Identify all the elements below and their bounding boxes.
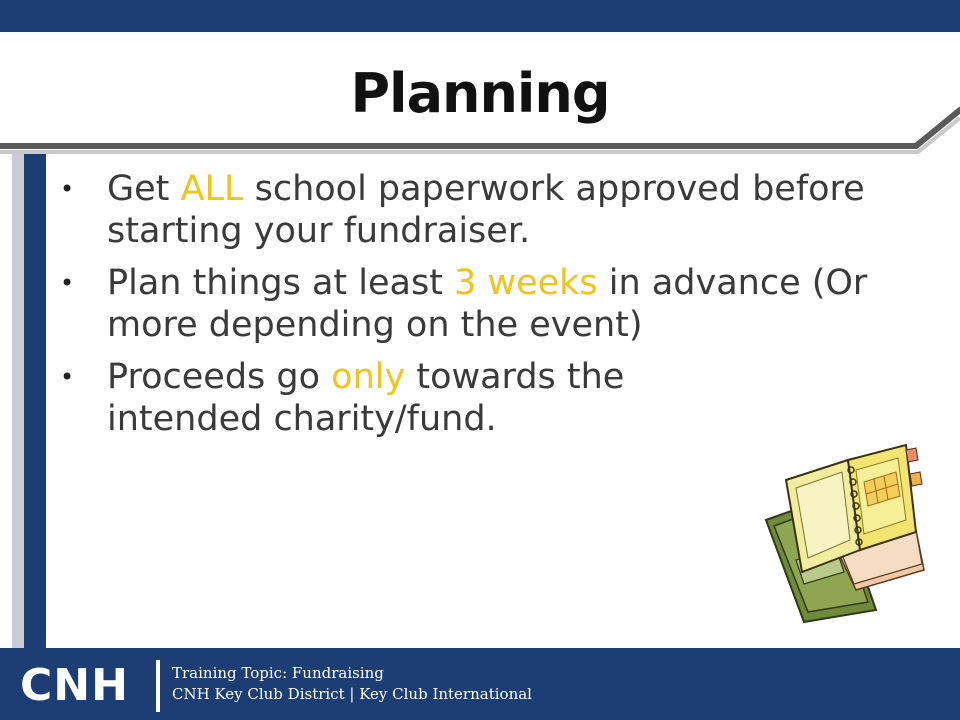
highlighted-text: ALL <box>180 169 244 209</box>
bullet-item <box>60 168 900 252</box>
bullet-text: Proceeds go <box>107 357 332 397</box>
bullet-item <box>60 262 900 346</box>
footer-divider <box>156 660 160 712</box>
highlighted-text: only <box>331 357 406 397</box>
bullet-dot: • <box>60 363 75 391</box>
bullet-dot: • <box>60 175 75 203</box>
footer-logo: CNH <box>20 660 129 711</box>
bullet-list <box>60 168 900 450</box>
left-accent-shade <box>12 154 24 650</box>
bullet-text: Plan things at least <box>107 263 455 303</box>
bullet-dot: • <box>60 269 75 297</box>
bullet-text: towards the intended charity/fund. <box>107 357 625 439</box>
left-accent-bar <box>24 154 46 650</box>
bullet-text: in advance (Or more depending on the event) <box>107 263 868 345</box>
footer-organization: CNH Key Club District | Key Club International <box>172 685 532 703</box>
bullet-text: school paperwork approved before starting your fundraiser. <box>107 169 865 251</box>
notebook-journal-icon <box>756 440 926 625</box>
highlighted-text: 3 weeks <box>454 263 598 303</box>
footer-topic: Training Topic: Fundraising <box>172 664 384 682</box>
slide-title: Planning <box>350 62 610 125</box>
bullet-item <box>60 356 747 440</box>
bullet-text: Get <box>107 169 181 209</box>
